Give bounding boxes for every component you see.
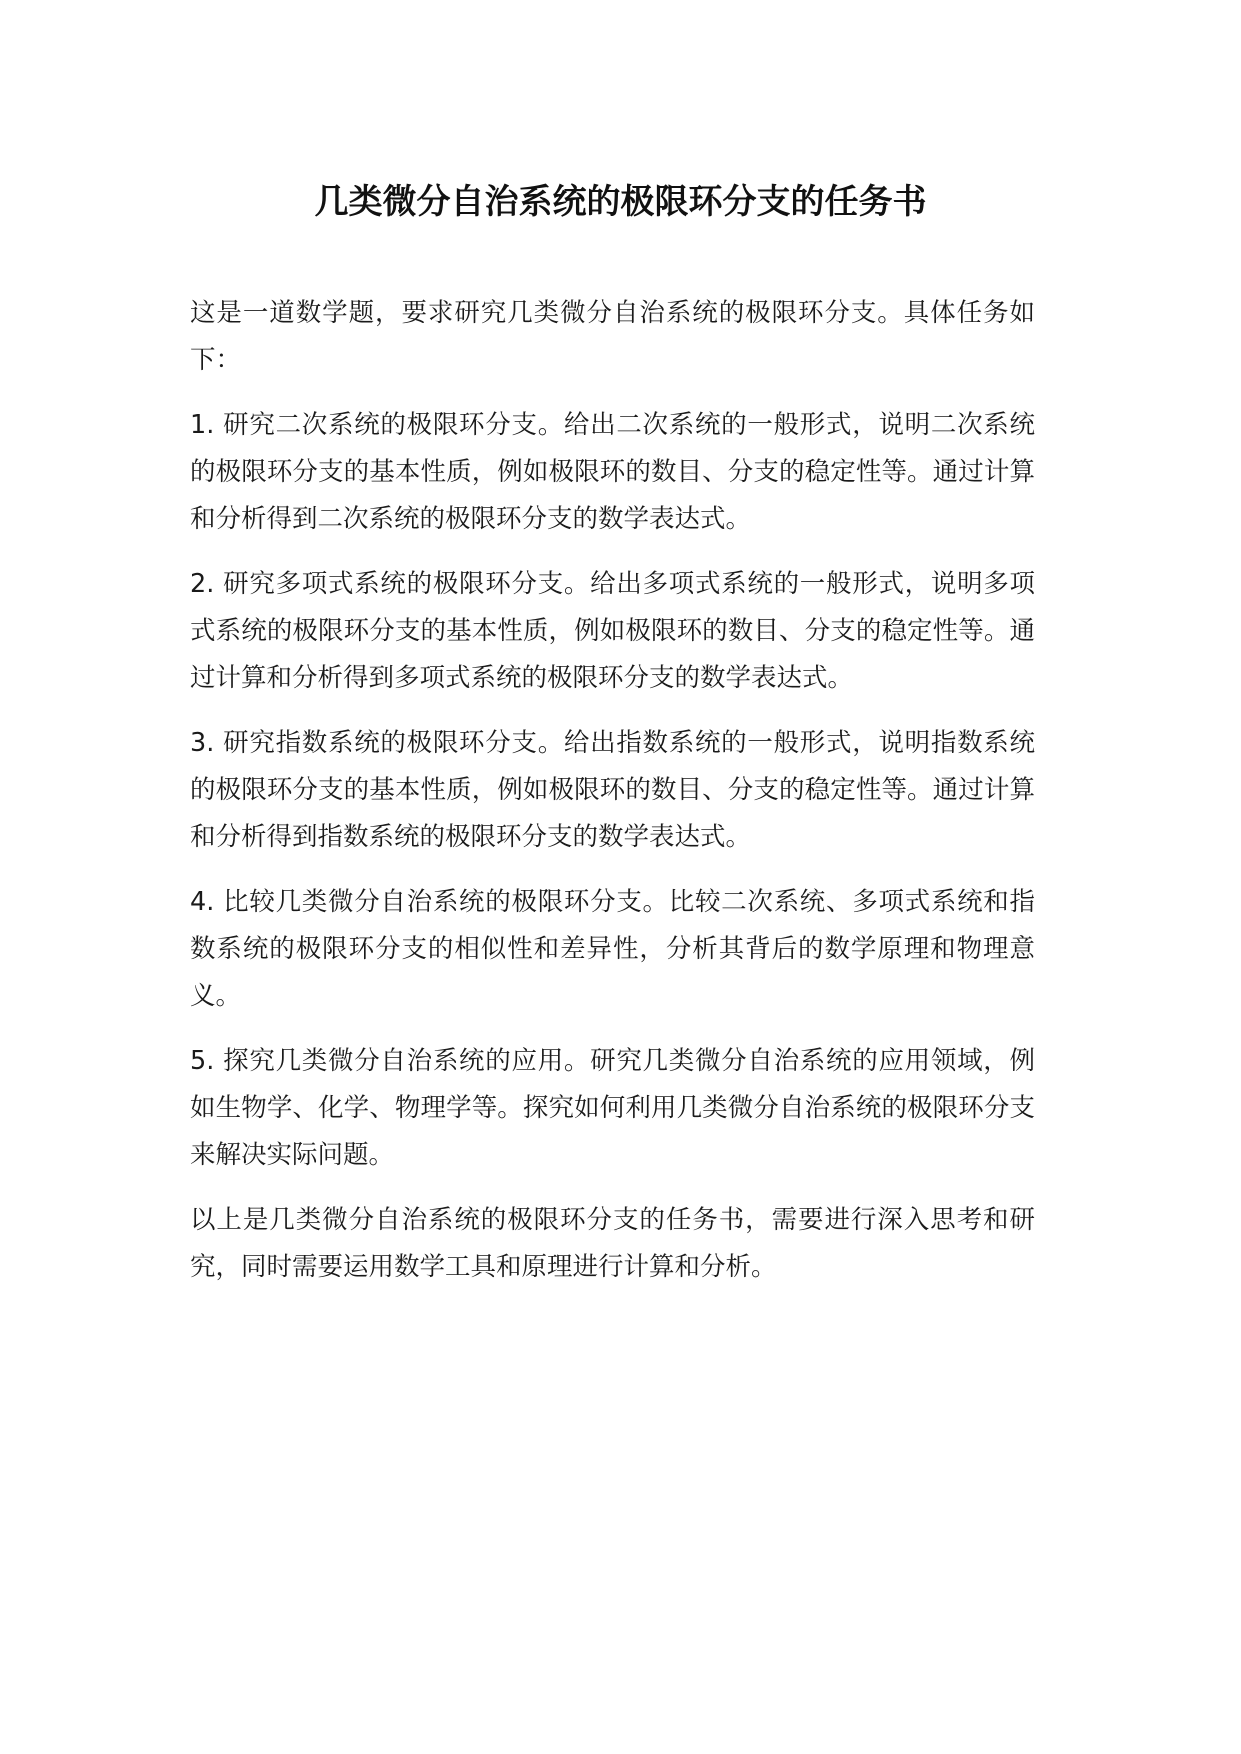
task-4-paragraph: 4. 比较几类微分自治系统的极限环分支。比较二次系统、多项式系统和指数系统的极限环分支的相似性和差异性，分析其背后的数学原理和物理意义。 — [190, 887, 1035, 1011]
task-2-paragraph: 2. 研究多项式系统的极限环分支。给出多项式系统的一般形式，说明多项式系统的极限环分支的基本性质，例如极限环的数目、分支的稳定性等。通过计算和分析得到多项式系统的极限环分支的数学表达式。 — [190, 569, 1035, 693]
task-5-paragraph: 5. 探究几类微分自治系统的应用。研究几类微分自治系统的应用领域，例如生物学、化学、物理学等。探究如何利用几类微分自治系统的极限环分支来解决实际问题。 — [190, 1046, 1035, 1170]
task-3-paragraph: 3. 研究指数系统的极限环分支。给出指数系统的一般形式，说明指数系统的极限环分支的基本性质，例如极限环的数目、分支的稳定性等。通过计算和分析得到指数系统的极限环分支的数学表达式。 — [190, 728, 1035, 852]
document-title: 几类微分自治系统的极限环分支的任务书 — [314, 182, 927, 222]
document-body — [190, 290, 1035, 1309]
intro-paragraph: 这是一道数学题，要求研究几类微分自治系统的极限环分支。具体任务如下： — [190, 298, 1035, 375]
task-1-paragraph: 1. 研究二次系统的极限环分支。给出二次系统的一般形式，说明二次系统的极限环分支的基本性质，例如极限环的数目、分支的稳定性等。通过计算和分析得到二次系统的极限环分支的数学表达式。 — [190, 410, 1035, 534]
conclusion-paragraph: 以上是几类微分自治系统的极限环分支的任务书，需要进行深入思考和研究，同时需要运用数学工具和原理进行计算和分析。 — [190, 1205, 1035, 1282]
